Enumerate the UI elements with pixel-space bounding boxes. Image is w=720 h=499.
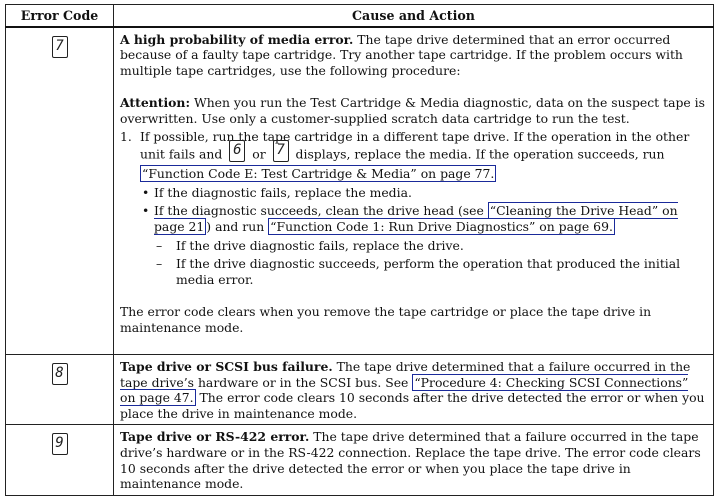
step-number: 1.: [120, 128, 132, 144]
bullet-marker: •: [142, 203, 150, 219]
seven-segment-display-icon: 7: [273, 140, 289, 162]
step-or-text: or: [252, 146, 266, 162]
cause-action-cell: [114, 27, 714, 355]
diagnostic-outcomes: [120, 185, 707, 288]
list-item: [156, 238, 707, 254]
attention-label: Attention:: [120, 95, 191, 111]
bullet-text: If the diagnostic succeeds, clean the drive head (see: [154, 203, 488, 219]
cause-title: Tape drive or RS-422 error.: [120, 429, 310, 445]
link-cleaning-drive-head[interactable]: “Cleaning the Drive Head” on page 21: [154, 203, 678, 234]
dash-marker: –: [156, 256, 163, 272]
table-header-row: [6, 5, 714, 27]
step-text: If possible, run the tape cartridge in a different tape drive. If the operation in the other unit fails and: [140, 128, 690, 162]
cause-paragraph: [120, 429, 707, 491]
cause-description: The tape drive determined that an error occurred because of a faulty tape cartridge. Try another tape cartridge. If the problem occurs with multiple tape cartridges, use the following procedure:: [120, 31, 683, 78]
bullet-text-continued: ) and run: [206, 218, 269, 234]
table-row: [6, 27, 714, 355]
cause-action-cell: [114, 355, 714, 425]
procedure-step-1: [120, 129, 707, 182]
step-text-continued: displays, replace the media. If the operation succeeds, run: [295, 146, 665, 162]
list-item: [142, 185, 707, 201]
column-header-error-code: Error Code: [6, 5, 114, 27]
attention-note: [120, 95, 707, 126]
error-code-table: [5, 4, 714, 496]
error-code-cell: [6, 355, 114, 425]
seven-segment-display-icon: 8: [52, 363, 68, 385]
closing-note: The error code clears when you remove the tape cartridge or place the tape drive in maintenance mode.: [120, 304, 652, 335]
seven-segment-display-icon: 6: [229, 140, 245, 162]
error-code-cell: [6, 425, 114, 495]
cause-intro: [120, 32, 707, 79]
column-header-cause-and-action: Cause and Action: [114, 5, 714, 27]
error-code-cell: [6, 27, 114, 355]
link-procedure-4[interactable]: “Procedure 4: Checking SCSI Connections” on page 47.: [120, 374, 689, 406]
attention-text: When you run the Test Cartridge & Media diagnostic, data on the suspect tape is overwritten. Use only a customer-supplied scratch data cartridge to run the test.: [120, 95, 705, 126]
procedure-steps: [120, 129, 707, 182]
list-item: [142, 203, 707, 287]
drive-diagnostic-outcomes: [154, 238, 707, 288]
dash-text: If the drive diagnostic fails, replace the drive.: [176, 237, 464, 253]
cause-description: The tape drive determined that a failure occurred in the tape drive’s hardware or in the SCSI bus. See: [120, 359, 691, 390]
cause-description: The tape drive determined that a failure occurred in the tape drive’s hardware or in the RS-422 connection. Replace the tape drive. The error code clears 10 seconds after the drive detected the error or when you place the tape drive in maintenance mode.: [120, 429, 701, 492]
table-row: [6, 355, 714, 425]
seven-segment-display-icon: 7: [52, 36, 68, 58]
bullet-text: If the diagnostic fails, replace the media.: [154, 184, 412, 200]
dash-text: If the drive diagnostic succeeds, perform the operation that produced the initial media error.: [176, 256, 681, 287]
dash-marker: –: [156, 237, 163, 253]
error-code-page: [5, 4, 713, 496]
list-item: [156, 256, 707, 287]
link-function-code-1[interactable]: “Function Code 1: Run Drive Diagnostics” on page 69.: [270, 218, 613, 234]
cause-paragraph: [120, 359, 707, 421]
bullet-marker: •: [142, 184, 150, 200]
cause-action-cell: [114, 425, 714, 495]
table-row: [6, 425, 714, 495]
cause-title: A high probability of media error.: [120, 31, 354, 47]
cause-description-continued: The error code clears 10 seconds after the drive detected the error or when you place the drive in maintenance mode.: [120, 390, 705, 421]
seven-segment-display-icon: 9: [52, 433, 68, 455]
link-function-code-e[interactable]: “Function Code E: Test Cartridge & Media” on page 77.: [142, 166, 495, 182]
cause-title: Tape drive or SCSI bus failure.: [120, 359, 333, 375]
